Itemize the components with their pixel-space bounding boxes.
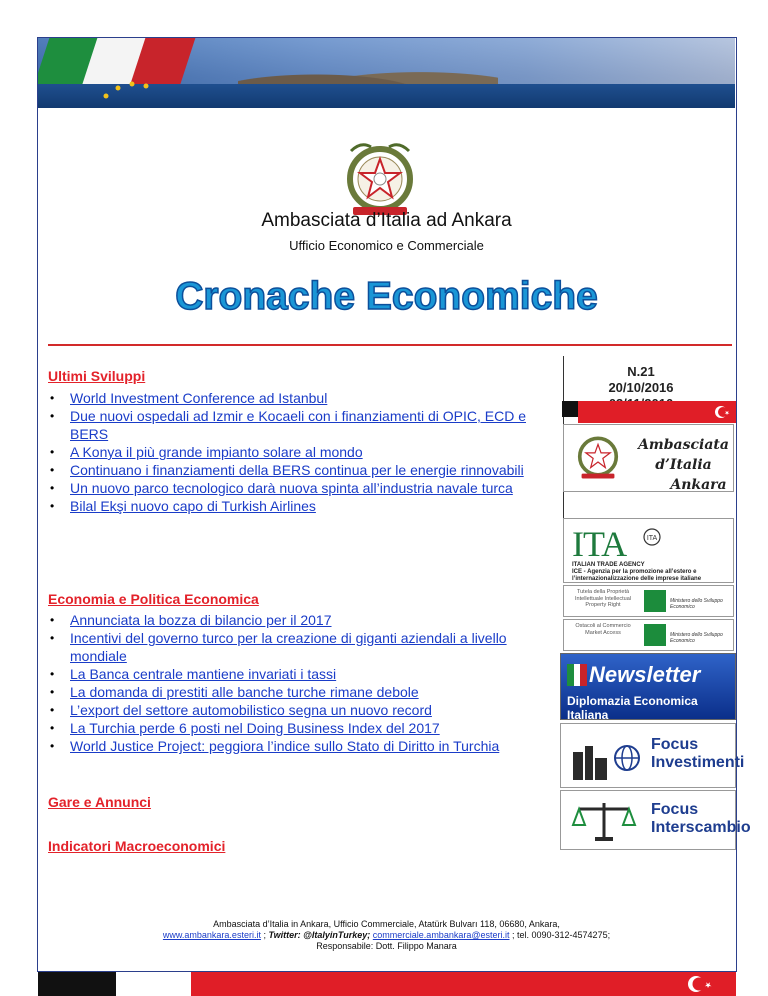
article-link[interactable]: La Turchia perde 6 posti nel Doing Business Index del 2017 — [70, 720, 440, 736]
article-link[interactable]: Incentivi del governo turco per la creazione di giganti aziendali a livello mondiale — [70, 630, 507, 664]
italian-republic-emblem-icon — [570, 431, 626, 487]
article-link[interactable]: La domanda di prestiti alle banche turche rimane debole — [70, 684, 419, 700]
ambasciata-line1: Ambasciata d’Italia — [638, 437, 729, 473]
turkish-flag-bar — [578, 401, 736, 423]
masthead-title: Cronache Economiche — [175, 275, 598, 318]
ita-description — [572, 562, 732, 583]
footer-website-link[interactable]: www.ambankara.esteri.it — [162, 930, 261, 940]
article-link[interactable]: Due nuovi ospedali ad Izmir e Kocaeli con i finanziamenti di OPIC, ECD e BERS — [70, 408, 526, 442]
newsletter-title: Newsletter — [589, 662, 701, 687]
ambasciata-banner-text — [634, 435, 733, 495]
article-link[interactable]: Bilal Ekşi nuovo capo di Turkish Airlines — [70, 498, 316, 514]
article-link[interactable]: World Justice Project: peggiora l’indice sullo Stato di Diritto in Turchia — [70, 738, 500, 754]
ita-badge-icon — [642, 527, 662, 547]
footer — [38, 919, 735, 952]
crescent-star-icon — [686, 974, 720, 994]
ultimi-list — [48, 389, 560, 515]
focus-interscambio-title — [651, 801, 751, 837]
list-item — [70, 683, 560, 701]
ita-desc: ICE - Agenzia per la promozione all’estero e l’internazionalizzazione delle imprese italiane — [572, 569, 702, 582]
issue-number: N.21 — [627, 364, 655, 379]
article-link[interactable]: La Banca centrale mantiene invariati i tassi — [70, 666, 337, 682]
section-title-ultimi[interactable]: Ultimi Sviluppi — [48, 368, 146, 384]
focus-investimenti-title — [651, 736, 744, 772]
article-link[interactable]: A Konya il più grande impianto solare al mondo — [70, 444, 363, 460]
list-item — [70, 407, 560, 443]
list-item — [70, 461, 560, 479]
ministry-text: Ministero dello Sviluppo Economico — [670, 632, 723, 644]
focus-line2: Investimenti — [651, 754, 745, 771]
focus-investimenti-banner-link[interactable] — [560, 723, 745, 788]
section-title-economia[interactable]: Economia e Politica Economica — [48, 591, 259, 607]
factory-globe-icon — [569, 732, 645, 782]
list-item — [70, 497, 560, 515]
footer-tel: ; tel. 0090-312-4574275; — [512, 930, 611, 940]
ambasciata-banner-link[interactable] — [563, 424, 734, 492]
sidebar-black-block — [562, 401, 578, 417]
svg-text:ITA: ITA — [646, 535, 658, 542]
list-item — [70, 611, 560, 629]
footer-email-link[interactable]: commerciale.ambankara@esteri.it — [372, 930, 510, 940]
section-title-gare[interactable]: Gare e Annunci — [48, 794, 151, 810]
newsletter-banner-link[interactable] — [560, 653, 736, 720]
market-access-banner-link[interactable] — [563, 619, 734, 651]
ita-name: ITALIAN TRADE AGENCY — [572, 562, 645, 568]
footer-turkish-bar — [191, 972, 736, 996]
office-subtitle: Ufficio Economico e Commerciale — [289, 238, 484, 253]
list-item — [70, 479, 560, 497]
embassy-title: Ambasciata d’Italia ad Ankara — [261, 210, 512, 231]
list-item — [70, 719, 560, 737]
newsletter-subtitle: Diplomazia Economica Italiana — [567, 694, 698, 722]
italian-flag-icon — [567, 664, 587, 686]
focus-interscambio-banner-link[interactable] — [560, 790, 751, 850]
focus-line1: Focus — [651, 736, 699, 753]
article-link[interactable]: Annunciata la bozza di bilancio per il 2017 — [70, 612, 332, 628]
list-item — [70, 665, 560, 683]
footer-responsabile: Responsabile: Dott. Filippo Manara — [316, 941, 457, 951]
crescent-star-icon — [714, 404, 730, 420]
list-item — [70, 443, 560, 461]
ambasciata-line2: Ankara — [670, 477, 727, 493]
article-link[interactable]: L’export del settore automobilistico segna un nuovo record — [70, 702, 432, 718]
list-item — [70, 389, 560, 407]
tutela-ipr-text: Tutela della Proprietà Intellettuale Intellectual Property Right — [575, 589, 631, 608]
green-block — [644, 624, 666, 646]
list-item — [70, 629, 560, 665]
ministry-text: Ministero dello Sviluppo Economico — [670, 598, 723, 610]
issue-date-from: 20/10/2016 — [608, 380, 674, 395]
list-item — [70, 701, 560, 719]
market-access-text: Ostacoli al Commercio Market Access — [575, 623, 631, 636]
newsletter-page — [37, 37, 751, 972]
list-item — [70, 737, 560, 755]
green-block — [644, 590, 666, 612]
header-banner-image — [38, 38, 735, 108]
article-link[interactable]: Un nuovo parco tecnologico darà nuova spinta all’industria navale turca — [70, 480, 513, 496]
article-link[interactable]: Continuano i finanziamenti della BERS continua per le energie rinnovabili — [70, 462, 524, 478]
focus-line1: Focus — [651, 801, 699, 818]
footer-black-bar — [38, 972, 116, 996]
footer-twitter: Twitter: @ItalyinTurkey; — [268, 930, 371, 940]
eu-stars-icon — [96, 76, 156, 108]
section-title-indicatori[interactable]: Indicatori Macroeconomici — [48, 838, 226, 854]
ita-banner-link[interactable] — [563, 518, 734, 583]
footer-address: Ambasciata d’Italia in Ankara, Ufficio Commerciale, Atatürk Bulvarı 118, 06680, Ankara, — [213, 919, 560, 929]
ita-logo: ITA — [572, 524, 627, 564]
footer-contacts: www.ambankara.esteri.it ; Twitter: @ItalyinTurkey; commerciale.ambankara@esteri.it ; tel. 0090-312-4574275; — [162, 930, 611, 940]
article-link[interactable]: World Investment Conference ad Istanbul — [70, 390, 328, 406]
divider — [48, 344, 732, 346]
economia-list — [48, 611, 560, 755]
focus-line2: Interscambio — [651, 819, 751, 836]
tutela-ipr-banner-link[interactable] — [563, 585, 734, 617]
scales-icon — [569, 797, 639, 845]
